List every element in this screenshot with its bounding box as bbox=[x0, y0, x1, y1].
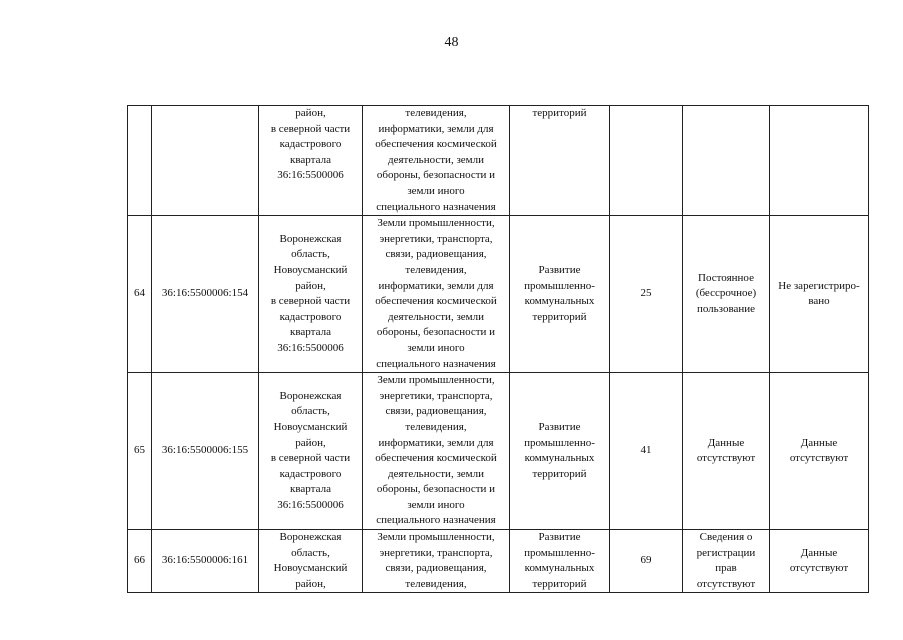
row-number-cell bbox=[128, 373, 152, 530]
cell-text: 66 bbox=[134, 554, 145, 567]
cell-text-line: отсутствуют bbox=[696, 577, 756, 590]
cell-text-line: отсутствуют bbox=[789, 562, 849, 575]
location-cell bbox=[259, 216, 363, 373]
cell-text: 36:16:5500006:155 bbox=[161, 444, 249, 457]
right-type-cell bbox=[683, 373, 770, 530]
cell-text-line: обороны, безопасности и bbox=[376, 326, 496, 339]
cell-text: 65 bbox=[134, 444, 145, 457]
page-number: 48 bbox=[444, 35, 459, 50]
cell-text-line: Земли промышленности, bbox=[377, 374, 495, 387]
cell-text-line: энергетики, транспорта, bbox=[379, 389, 493, 402]
location-cell bbox=[259, 373, 363, 530]
table-row bbox=[128, 373, 869, 530]
cell-text: 69 bbox=[640, 554, 652, 567]
right-type-cell bbox=[683, 216, 770, 373]
cell-text-line: информатики, земли для bbox=[378, 122, 494, 135]
cell-text-line: территорий bbox=[532, 577, 587, 590]
cell-text-line: связи, радиовещания, bbox=[385, 562, 487, 575]
cell-text-line: Воронежская bbox=[279, 389, 342, 402]
cell-text-line: деятельности, земли bbox=[387, 153, 485, 166]
cell-text: 25 bbox=[640, 287, 652, 300]
cell-text-line: энергетики, транспорта, bbox=[379, 546, 493, 559]
registration-cell bbox=[770, 216, 869, 373]
cell-text: 36:16:5500006:154 bbox=[161, 287, 249, 300]
cell-text-line: вано bbox=[808, 295, 830, 308]
land-plots-table bbox=[127, 105, 869, 593]
cell-text-line: Развитие bbox=[538, 263, 581, 276]
cadastral-number-cell bbox=[152, 373, 259, 530]
cell-text-line: в северной части bbox=[270, 295, 351, 308]
cell-text-line: Не зарегистриро- bbox=[778, 279, 860, 292]
area-cell bbox=[610, 373, 683, 530]
permitted-use-cell bbox=[510, 216, 610, 373]
location-cell bbox=[259, 106, 363, 216]
cell-text-line: Новоусманский bbox=[273, 263, 348, 276]
cell-text-line: Данные bbox=[707, 436, 745, 449]
cell-text: 36:16:5500006:161 bbox=[161, 554, 249, 567]
cell-text-line: 36:16:5500006 bbox=[277, 169, 344, 182]
cadastral-number-cell bbox=[152, 216, 259, 373]
cell-text-line: промышленно- bbox=[524, 279, 595, 292]
cell-text-line: земли иного bbox=[407, 498, 465, 511]
cell-text: 64 bbox=[134, 287, 145, 300]
cell-text-line: деятельности, земли bbox=[387, 467, 485, 480]
cadastral-number-cell bbox=[152, 530, 259, 593]
cell-text-line: территорий bbox=[532, 467, 587, 480]
cell-text-line: Развитие bbox=[538, 531, 581, 544]
permitted-use-cell bbox=[510, 106, 610, 216]
registration-cell bbox=[770, 530, 869, 593]
cell-text-line: телевидения, bbox=[405, 107, 467, 119]
cell-text-line: специального назначения bbox=[376, 514, 496, 527]
row-number-cell bbox=[128, 106, 152, 216]
land-category-cell bbox=[363, 216, 510, 373]
cadastral-number-cell bbox=[152, 106, 259, 216]
cell-text-line: область, bbox=[291, 405, 330, 418]
cell-text-line: деятельности, земли bbox=[387, 310, 485, 323]
area-cell bbox=[610, 216, 683, 373]
permitted-use-cell bbox=[510, 373, 610, 530]
cell-text-line: территорий bbox=[532, 107, 587, 119]
cell-text-line: кадастрового bbox=[279, 310, 342, 323]
cell-text-line: Данные bbox=[800, 436, 838, 449]
cell-text-line: телевидения, bbox=[405, 577, 467, 590]
cell-text-line: энергетики, транспорта, bbox=[379, 232, 493, 245]
cell-text-line: область, bbox=[291, 546, 330, 559]
cell-text-line: специального назначения bbox=[376, 200, 496, 213]
table-body bbox=[128, 106, 869, 593]
cell-text-line: земли иного bbox=[407, 184, 465, 197]
location-cell bbox=[259, 530, 363, 593]
cell-text-line: кадастрового bbox=[279, 467, 342, 480]
cell-text-line: отсутствуют bbox=[789, 452, 849, 465]
cell-text-line: Постоянное bbox=[698, 271, 754, 284]
cell-text-line: Воронежская bbox=[279, 531, 342, 544]
cell-text-line: промышленно- bbox=[524, 436, 595, 449]
cell-text-line: Сведения о bbox=[699, 531, 753, 544]
cell-text-line: территорий bbox=[532, 310, 587, 323]
cell-text-line: Новоусманский bbox=[273, 420, 348, 433]
land-category-cell bbox=[363, 373, 510, 530]
cell-text-line: Данные bbox=[800, 546, 838, 559]
cell-text-line: Земли промышленности, bbox=[377, 217, 495, 230]
land-category-cell bbox=[363, 530, 510, 593]
cell-text-line: обеспечения космической bbox=[375, 295, 497, 308]
table-row bbox=[128, 106, 869, 216]
area-cell bbox=[610, 106, 683, 216]
cell-text-line: Развитие bbox=[538, 420, 581, 433]
cell-text-line: обороны, безопасности и bbox=[376, 483, 496, 496]
cell-text-line: 36:16:5500006 bbox=[277, 498, 344, 511]
cell-text-line: квартала bbox=[290, 326, 331, 339]
cell-text-line: обеспечения космической bbox=[375, 452, 497, 465]
area-cell bbox=[610, 530, 683, 593]
cell-text-line: прав bbox=[715, 562, 737, 575]
cell-text-line: район, bbox=[295, 107, 326, 119]
cell-text-line: район, bbox=[295, 577, 326, 590]
cell-text-line: информатики, земли для bbox=[378, 436, 494, 449]
cell-text-line: Новоусманский bbox=[273, 562, 348, 575]
permitted-use-cell bbox=[510, 530, 610, 593]
cell-text-line: коммунальных bbox=[524, 295, 595, 308]
cell-text-line: информатики, земли для bbox=[378, 279, 494, 292]
cell-text-line: земли иного bbox=[407, 341, 465, 354]
row-number-cell bbox=[128, 530, 152, 593]
registration-cell bbox=[770, 373, 869, 530]
cell-text: 41 bbox=[640, 444, 652, 457]
cell-text-line: связи, радиовещания, bbox=[385, 405, 487, 418]
cell-text-line: коммунальных bbox=[524, 452, 595, 465]
cell-text-line: телевидения, bbox=[405, 263, 467, 276]
cell-text-line: квартала bbox=[290, 483, 331, 496]
cell-text-line: отсутствуют bbox=[696, 452, 756, 465]
cell-text-line: кадастрового bbox=[279, 138, 342, 151]
cell-text-line: 36:16:5500006 bbox=[277, 341, 344, 354]
right-type-cell bbox=[683, 106, 770, 216]
cell-text-line: регистрации bbox=[696, 546, 756, 559]
registration-cell bbox=[770, 106, 869, 216]
cell-text-line: коммунальных bbox=[524, 562, 595, 575]
row-number-cell bbox=[128, 216, 152, 373]
table-row bbox=[128, 530, 869, 593]
cell-text-line: пользование bbox=[696, 302, 756, 315]
cell-text-line: район, bbox=[295, 436, 326, 449]
cell-text-line: обеспечения космической bbox=[375, 138, 497, 151]
table-row bbox=[128, 216, 869, 373]
right-type-cell bbox=[683, 530, 770, 593]
cell-text-line: Воронежская bbox=[279, 232, 342, 245]
cell-text-line: (бессрочное) bbox=[695, 287, 757, 300]
cell-text-line: квартала bbox=[290, 153, 331, 166]
cell-text-line: в северной части bbox=[270, 452, 351, 465]
cell-text-line: район, bbox=[295, 279, 326, 292]
cell-text-line: в северной части bbox=[270, 122, 351, 135]
cell-text-line: специального назначения bbox=[376, 357, 496, 370]
cell-text-line: связи, радиовещания, bbox=[385, 248, 487, 261]
cell-text-line: промышленно- bbox=[524, 546, 595, 559]
cell-text-line: телевидения, bbox=[405, 420, 467, 433]
land-category-cell bbox=[363, 106, 510, 216]
cell-text-line: обороны, безопасности и bbox=[376, 169, 496, 182]
cell-text-line: область, bbox=[291, 248, 330, 261]
cell-text-line: Земли промышленности, bbox=[377, 531, 495, 544]
